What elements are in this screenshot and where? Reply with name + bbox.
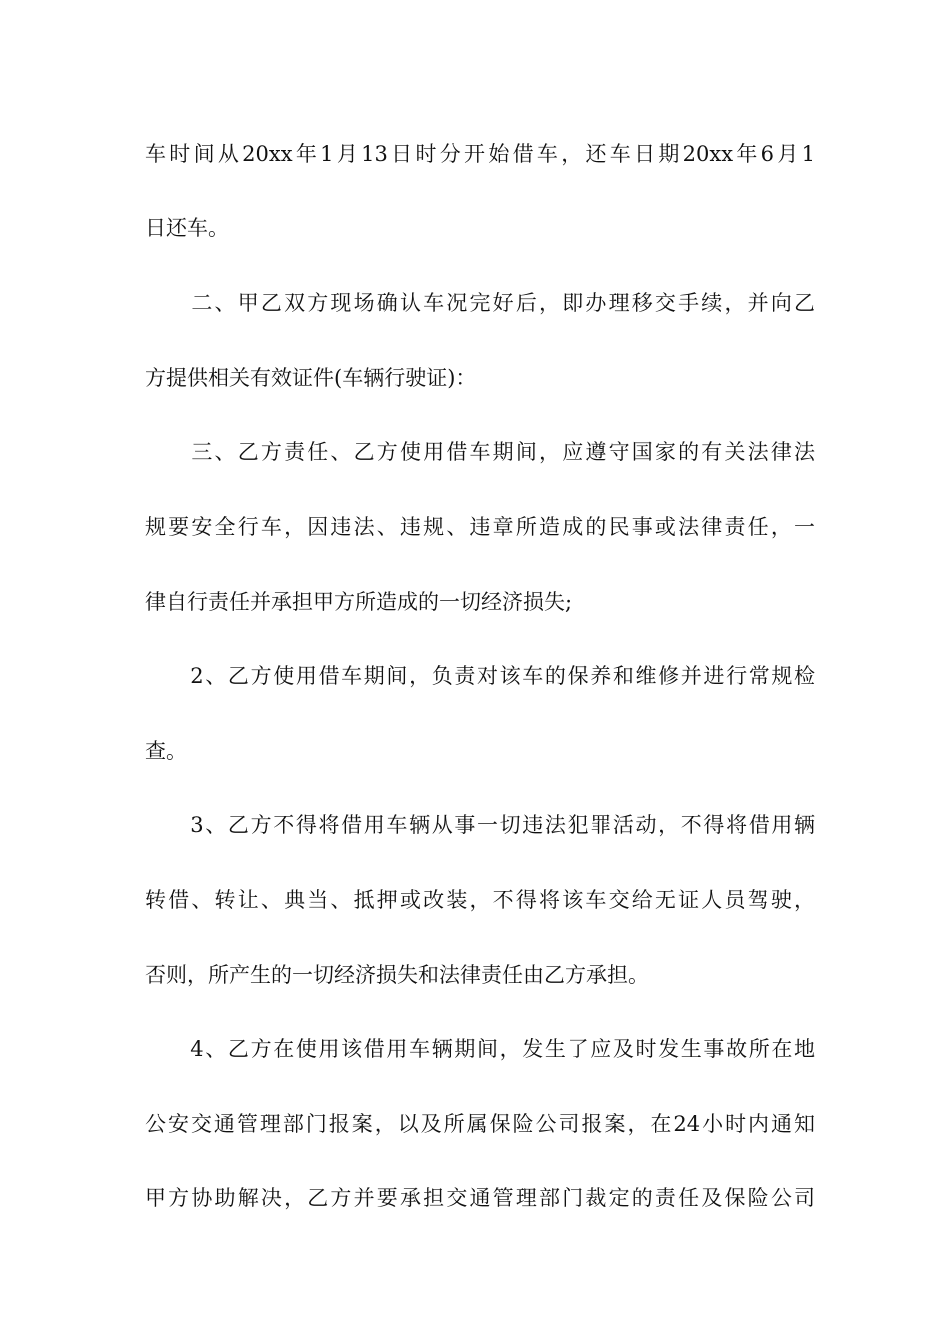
text-line: 三、乙方责任、乙方使用借车期间，应遵守国家的有关法律法: [145, 440, 815, 464]
text-line: 转借、转让、典当、抵押或改装，不得将该车交给无证人员驾驶，: [145, 888, 815, 912]
text-line: 方提供相关有效证件(车辆行驶证)：: [145, 366, 477, 390]
text-line: 日还车。: [145, 216, 229, 240]
text-line: 3、乙方不得将借用车辆从事一切违法犯罪活动，不得将借用辆: [145, 813, 815, 837]
text-line: 甲方协助解决，乙方并要承担交通管理部门裁定的责任及保险公司: [145, 1186, 815, 1210]
text-line: 否则，所产生的一切经济损失和法律责任由乙方承担。: [145, 963, 649, 987]
text-line: 车时间从20xx年1月13日时分开始借车，还车日期20xx年6月1: [145, 142, 815, 166]
text-line: 律自行责任并承担甲方所造成的一切经济损失;: [145, 590, 573, 614]
text-line: 公安交通管理部门报案，以及所属保险公司报案，在24小时内通知: [145, 1112, 815, 1136]
text-line: 4、乙方在使用该借用车辆期间，发生了应及时发生事故所在地: [145, 1037, 815, 1061]
text-line: 规要安全行车，因违法、违规、违章所造成的民事或法律责任，一: [145, 515, 815, 539]
text-line: 二、甲乙双方现场确认车况完好后，即办理移交手续，并向乙: [145, 291, 815, 315]
text-line: 2、乙方使用借车期间，负责对该车的保养和维修并进行常规检: [145, 664, 815, 688]
text-line: 查。: [145, 739, 187, 763]
